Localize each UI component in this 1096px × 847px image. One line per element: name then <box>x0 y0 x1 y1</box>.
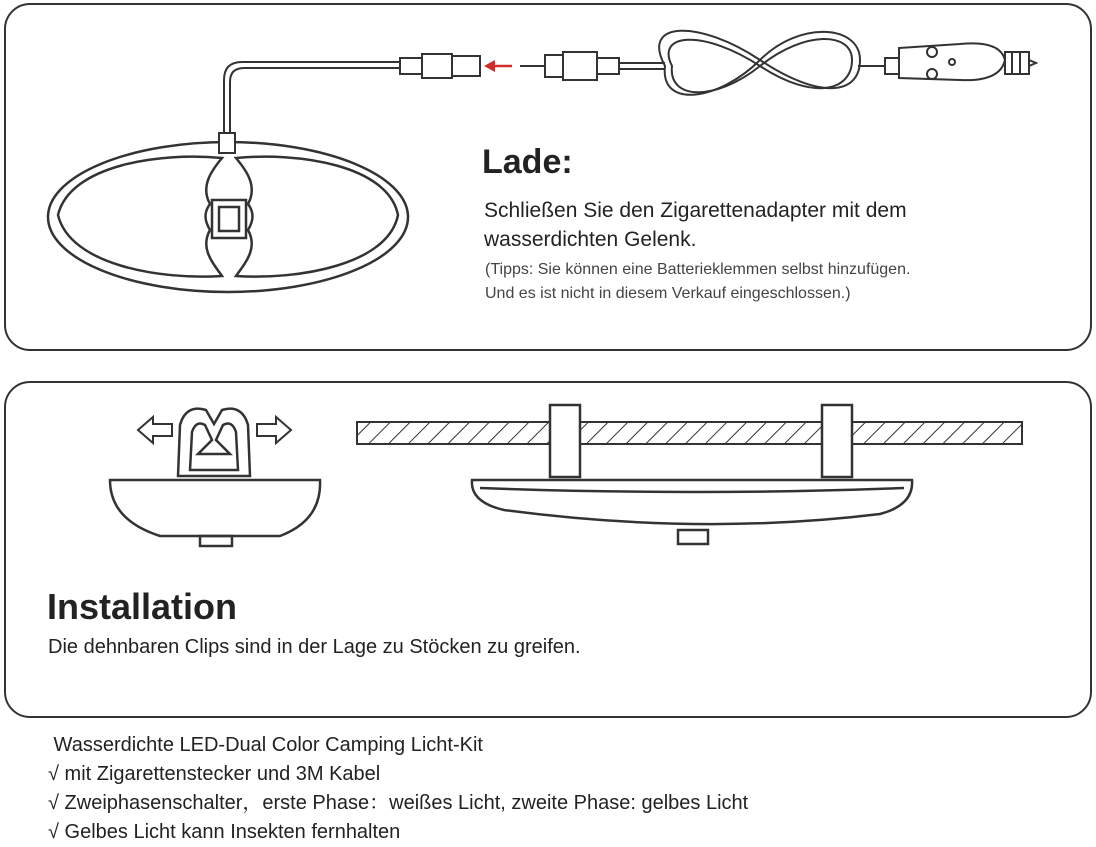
charging-tip-line-1: (Tipps: Sie können eine Batterieklemmen selbst hinzufügen. <box>485 261 911 278</box>
charging-tip-line-2: Und es ist nicht in diesem Verkauf eingeschlossen.) <box>485 285 851 302</box>
expand-left-arrow-icon <box>138 417 172 443</box>
charging-description-line-1: Schließen Sie den Zigarettenadapter mit dem <box>484 199 907 222</box>
feature-heading: Wasserdichte LED-Dual Color Camping Licht-Kit <box>48 734 483 756</box>
cigarette-adapter-icon <box>520 31 1036 95</box>
pole-bar-icon <box>357 422 1022 444</box>
feature-item: √ mit Zigarettenstecker und 3M Kabel <box>48 763 381 785</box>
oval-lamp-icon <box>48 142 408 292</box>
feature-item: √ Zweiphasenschalter，erste Phase：weißes Licht, zweite Phase: gelbes Licht <box>48 792 749 814</box>
charging-description-line-2: wasserdichten Gelenk. <box>484 228 697 251</box>
installation-description: Die dehnbaren Clips sind in der Lage zu Stöcken zu greifen. <box>48 636 581 658</box>
feature-list <box>48 731 748 847</box>
lamp-cable-icon <box>219 54 480 153</box>
charging-title: Lade: <box>482 143 573 181</box>
charging-tip <box>485 258 1065 306</box>
feature-item: √ Gelbes Licht kann Insekten fernhalten <box>48 821 401 843</box>
expand-right-arrow-icon <box>257 417 291 443</box>
connect-arrow-icon <box>484 60 512 72</box>
charging-description <box>484 196 1044 254</box>
installation-title: Installation <box>47 586 238 627</box>
